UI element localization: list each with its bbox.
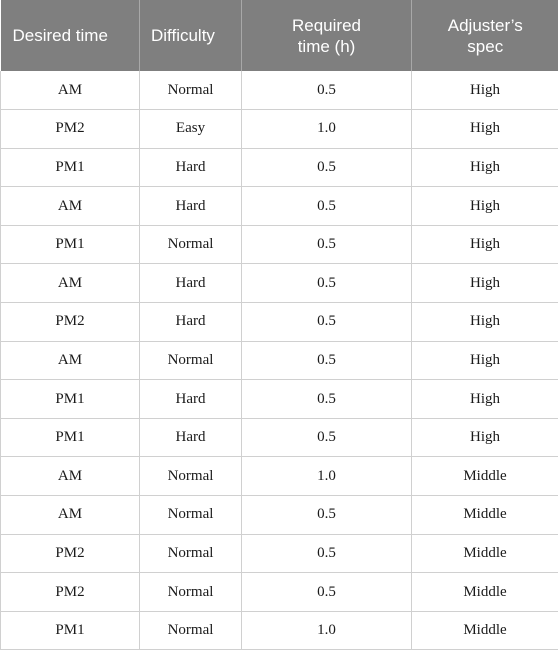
cell-adjusters-spec: High [412,225,558,264]
header-line: time (h) [297,36,356,56]
cell-required-time: 0.5 [242,264,412,303]
cell-desired-time: PM2 [1,573,140,612]
table-row [1,303,558,342]
header-line: Desired time [12,26,108,45]
cell-difficulty: Hard [140,380,242,419]
cell-desired-time: PM2 [1,303,140,342]
cell-required-time: 0.5 [242,418,412,457]
cell-difficulty: Normal [140,496,242,535]
cell-desired-time: AM [1,341,140,380]
header-row [1,0,558,71]
table-row [1,418,558,457]
cell-difficulty: Normal [140,534,242,573]
header-desired-time [1,0,140,71]
cell-adjusters-spec: High [412,418,558,457]
cell-difficulty: Hard [140,418,242,457]
cell-desired-time: PM1 [1,418,140,457]
cell-difficulty: Normal [140,341,242,380]
table-header [1,0,558,71]
cell-desired-time: PM2 [1,534,140,573]
cell-adjusters-spec: High [412,110,558,149]
cell-difficulty: Hard [140,148,242,187]
cell-required-time: 0.5 [242,496,412,535]
cell-adjusters-spec: High [412,341,558,380]
table-body [1,71,558,650]
cell-difficulty: Hard [140,187,242,226]
cell-desired-time: AM [1,457,140,496]
cell-adjusters-spec: Middle [412,496,558,535]
cell-required-time: 1.0 [242,110,412,149]
cell-required-time: 0.5 [242,380,412,419]
header-adjusters-spec [412,0,558,71]
cell-adjusters-spec: Middle [412,534,558,573]
table-row [1,110,558,149]
cell-difficulty: Normal [140,71,242,110]
header-line: Adjuster’s [447,15,523,35]
cell-desired-time: PM2 [1,110,140,149]
cell-desired-time: PM1 [1,148,140,187]
table-row [1,380,558,419]
cell-adjusters-spec: High [412,187,558,226]
header-line: Required [292,15,361,35]
table-row [1,225,558,264]
cell-difficulty: Easy [140,110,242,149]
table-row [1,573,558,612]
cell-difficulty: Normal [140,225,242,264]
table-row [1,496,558,535]
cell-required-time: 0.5 [242,187,412,226]
cell-required-time: 0.5 [242,341,412,380]
cell-adjusters-spec: High [412,303,558,342]
cell-desired-time: PM1 [1,380,140,419]
cell-desired-time: PM1 [1,225,140,264]
cell-desired-time: PM1 [1,611,140,650]
cell-adjusters-spec: High [412,264,558,303]
cell-adjusters-spec: High [412,148,558,187]
cell-desired-time: AM [1,264,140,303]
table-row [1,341,558,380]
cell-difficulty: Normal [140,457,242,496]
table-row [1,187,558,226]
cell-adjusters-spec: Middle [412,457,558,496]
cell-desired-time: AM [1,496,140,535]
cell-required-time: 1.0 [242,457,412,496]
cell-required-time: 0.5 [242,148,412,187]
table-row [1,264,558,303]
table-row [1,71,558,110]
cell-adjusters-spec: High [412,71,558,110]
cell-desired-time: AM [1,187,140,226]
cell-required-time: 0.5 [242,573,412,612]
table-row [1,148,558,187]
cell-adjusters-spec: Middle [412,611,558,650]
header-line: Difficulty [151,26,215,45]
table-row [1,457,558,496]
cell-difficulty: Hard [140,303,242,342]
cell-adjusters-spec: High [412,380,558,419]
cell-desired-time: AM [1,71,140,110]
cell-difficulty: Hard [140,264,242,303]
table-row [1,611,558,650]
cell-required-time: 0.5 [242,303,412,342]
cell-required-time: 0.5 [242,71,412,110]
cell-required-time: 1.0 [242,611,412,650]
cell-difficulty: Normal [140,573,242,612]
cell-difficulty: Normal [140,611,242,650]
header-required-time [242,0,412,71]
header-difficulty [140,0,242,71]
header-line: spec [467,36,504,56]
table-row [1,534,558,573]
cell-required-time: 0.5 [242,534,412,573]
cell-required-time: 0.5 [242,225,412,264]
cell-adjusters-spec: Middle [412,573,558,612]
